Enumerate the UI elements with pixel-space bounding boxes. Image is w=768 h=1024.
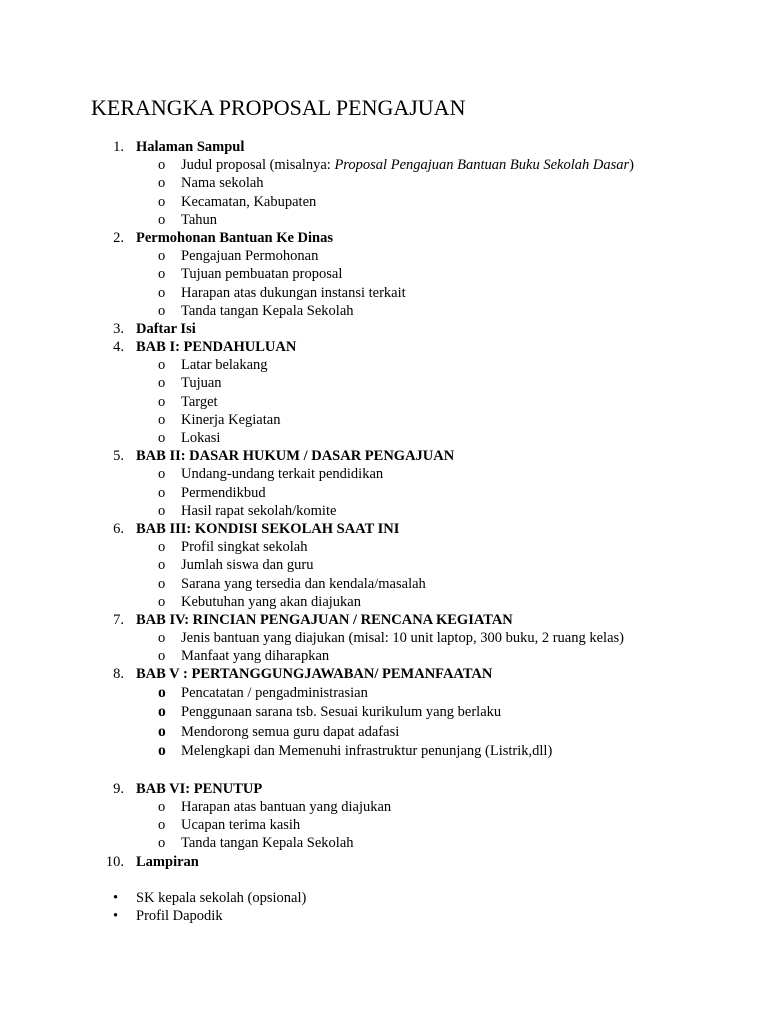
subitem-label: Permendikbud: [181, 484, 266, 501]
subitem-text: [181, 393, 218, 411]
outline-subitem: [0, 156, 768, 174]
subitem-label: Profil singkat sekolah: [181, 539, 308, 556]
document-title: KERANGKA PROPOSAL PENGAJUAN: [91, 95, 466, 120]
subitem-text: [181, 211, 217, 229]
spacer: [0, 762, 768, 780]
list-marker: o: [158, 302, 166, 319]
list-marker: o: [158, 683, 166, 701]
subitem-text: [181, 284, 406, 302]
list-marker: o: [158, 593, 166, 610]
outline-subitem: [0, 374, 768, 392]
outline-section: [0, 780, 768, 798]
subitem-text: [181, 502, 336, 520]
outline-section: [0, 611, 768, 629]
bullet-text: SK kepala sekolah (opsional): [136, 889, 307, 906]
outline-subitem: [0, 465, 768, 483]
subitem-text: [181, 538, 307, 556]
subitem-label: Kebutuhan yang akan diajukan: [181, 593, 361, 610]
subitem-text: [181, 703, 501, 721]
bullet-item: [0, 907, 768, 925]
subitem-text: [181, 556, 314, 574]
list-marker: o: [158, 375, 166, 392]
subitem-label: Tanda tangan Kepala Sekolah: [181, 835, 354, 852]
section-title: BAB I: PENDAHULUAN: [136, 339, 297, 356]
outline-subitem: [0, 174, 768, 192]
list-marker: o: [158, 266, 166, 283]
section-title: Daftar Isi: [136, 320, 196, 337]
list-marker: o: [158, 157, 166, 174]
outline-section: [0, 853, 768, 871]
outline-list: [0, 138, 768, 925]
subitem-text: [181, 356, 268, 374]
list-marker: o: [158, 575, 166, 592]
outline-subitem: [0, 593, 768, 611]
subitem-label: Target: [181, 393, 218, 410]
subitem-label: Manfaat yang diharapkan: [181, 648, 330, 665]
list-marker: o: [158, 430, 166, 446]
section-title: Halaman Sampul: [136, 139, 245, 155]
subitem-label: Kinerja Kegiatan: [181, 411, 281, 428]
subitem-label: Kecamatan, Kabupaten: [181, 193, 317, 210]
list-marker: o: [158, 357, 166, 374]
subitem-text: [181, 684, 368, 702]
outline-subitem: [0, 247, 768, 265]
section-number: 6.: [113, 520, 124, 537]
outline-section: [0, 338, 768, 356]
subitem-label: Harapan atas dukungan instansi terkait: [181, 284, 406, 301]
subitem-label: Latar belakang: [181, 357, 268, 374]
list-marker: o: [158, 248, 166, 265]
outline-subitem: [0, 556, 768, 574]
subitem-label: Jumlah siswa dan guru: [181, 557, 314, 574]
list-marker: o: [158, 284, 166, 301]
outline-section: [0, 138, 768, 156]
outline-subitem: [0, 647, 768, 665]
section-number: 7.: [113, 611, 124, 628]
list-marker: o: [158, 175, 166, 192]
outline-subitem: [0, 742, 768, 762]
list-marker: o: [158, 722, 166, 740]
subitem-text: [181, 247, 318, 265]
subitem-label: Nama sekolah: [181, 175, 264, 192]
section-title: Lampiran: [136, 853, 199, 870]
list-marker: o: [158, 466, 166, 483]
outline-subitem: [0, 302, 768, 320]
outline-subitem: [0, 393, 768, 411]
section-title: Permohonan Bantuan Ke Dinas: [136, 229, 333, 246]
outline-subitem: [0, 211, 768, 229]
list-marker: o: [158, 393, 166, 410]
subitem-label: Lokasi: [181, 430, 221, 446]
outline-section: [0, 520, 768, 538]
subitem-text: [181, 593, 361, 611]
outline-subitem: [0, 816, 768, 834]
outline-subitem: [0, 834, 768, 852]
outline-subitem: [0, 356, 768, 374]
subitem-label: Tahun: [181, 211, 218, 228]
list-marker: o: [158, 502, 166, 519]
outline-subitem: [0, 575, 768, 593]
section-number: 4.: [113, 339, 124, 356]
list-marker: o: [158, 539, 166, 556]
section-number: 10.: [105, 853, 124, 870]
subitem-label: Judul proposal (misalnya:: [181, 157, 335, 174]
list-marker: o: [158, 742, 166, 760]
bullet-marker: •: [113, 889, 119, 906]
subitem-text: [181, 374, 222, 392]
subitem-label: Tujuan: [181, 375, 222, 392]
subitem-text: [181, 411, 280, 429]
subitem-text: [181, 834, 354, 852]
subitem-text: [181, 723, 399, 741]
outline-subitem: [0, 723, 768, 743]
subitem-text: [181, 647, 329, 665]
section-title: BAB V : PERTANGGUNGJAWABAN/ PEMANFAATAN: [136, 666, 493, 683]
section-number: 9.: [113, 780, 124, 797]
outline-subitem: [0, 502, 768, 520]
outline-section: [0, 447, 768, 465]
section-title: BAB IV: RINCIAN PENGAJUAN / RENCANA KEGIATAN: [136, 611, 513, 628]
outline-subitem: [0, 193, 768, 211]
outline-section: [0, 665, 768, 683]
subitem-text: [181, 629, 624, 647]
bullet-marker: •: [113, 908, 119, 925]
list-marker: o: [158, 211, 166, 228]
subitem-text: [181, 816, 300, 834]
subitem-text: [181, 484, 266, 502]
subitem-label: Tanda tangan Kepala Sekolah: [181, 302, 354, 319]
subitem-text: [181, 174, 264, 192]
subitem-text: [181, 429, 220, 447]
section-title: BAB VI: PENUTUP: [136, 780, 263, 797]
list-marker: o: [158, 799, 166, 815]
list-marker: o: [158, 835, 166, 852]
section-number: 8.: [113, 666, 124, 683]
section-number: 2.: [113, 229, 124, 246]
outline-subitem: [0, 703, 768, 723]
subitem-label: Pengajuan Permohonan: [181, 248, 319, 265]
subitem-label: Harapan atas bantuan yang diajukan: [181, 799, 392, 815]
subitem-text: [181, 798, 391, 816]
subitem-label: Undang-undang terkait pendidikan: [181, 466, 384, 483]
subitem-text: [181, 302, 354, 320]
outline-subitem: [0, 265, 768, 283]
bullet-text: Profil Dapodik: [136, 908, 223, 925]
spacer: [0, 871, 768, 889]
subitem-text: [181, 193, 316, 211]
outline-subitem: [0, 538, 768, 556]
outline-subitem: [0, 629, 768, 647]
list-marker: o: [158, 484, 166, 501]
section-number: 3.: [113, 320, 124, 337]
subitem-text: [181, 156, 634, 174]
subitem-label: Pencatatan / pengadministrasian: [181, 684, 368, 701]
subitem-text: [181, 575, 426, 593]
outline-subitem: [0, 484, 768, 502]
list-marker: o: [158, 648, 166, 665]
section-title: BAB II: DASAR HUKUM / DASAR PENGAJUAN: [136, 448, 455, 465]
list-marker: o: [158, 193, 166, 210]
subitem-label: Penggunaan sarana tsb. Sesuai kurikulum yang berlaku: [181, 704, 502, 721]
list-marker: o: [158, 817, 166, 834]
subitem-text: [181, 742, 552, 760]
subitem-label: Sarana yang tersedia dan kendala/masalah: [181, 575, 426, 592]
subitem-label: Hasil rapat sekolah/komite: [181, 502, 337, 519]
subitem-suffix: ): [629, 157, 634, 174]
outline-subitem: [0, 684, 768, 704]
outline-subitem: [0, 284, 768, 302]
subitem-text: [181, 265, 342, 283]
outline-subitem: [0, 429, 768, 447]
outline-section: [0, 320, 768, 338]
list-marker: o: [158, 630, 166, 647]
section-number: 5.: [113, 448, 124, 465]
section-number: 1.: [113, 139, 124, 155]
list-marker: o: [158, 557, 166, 574]
subitem-label: Tujuan pembuatan proposal: [181, 266, 343, 283]
subitem-label: Jenis bantuan yang diajukan (misal: 10 unit laptop, 300 buku, 2 ruang kelas): [181, 630, 624, 647]
subitem-label: Melengkapi dan Memenuhi infrastruktur penunjang (Listrik,dll): [181, 743, 553, 760]
bullet-item: [0, 889, 768, 907]
outline-subitem: [0, 798, 768, 816]
subitem-label: Ucapan terima kasih: [181, 817, 301, 834]
outline-section: [0, 229, 768, 247]
subitem-text: [181, 465, 383, 483]
list-marker: o: [158, 703, 166, 721]
section-title: BAB III: KONDISI SEKOLAH SAAT INI: [136, 520, 400, 537]
subitem-label: Mendorong semua guru dapat adafasi: [181, 723, 400, 740]
subitem-italic-text: Proposal Pengajuan Bantuan Buku Sekolah Dasar: [334, 157, 630, 174]
list-marker: o: [158, 411, 166, 428]
outline-subitem: [0, 411, 768, 429]
